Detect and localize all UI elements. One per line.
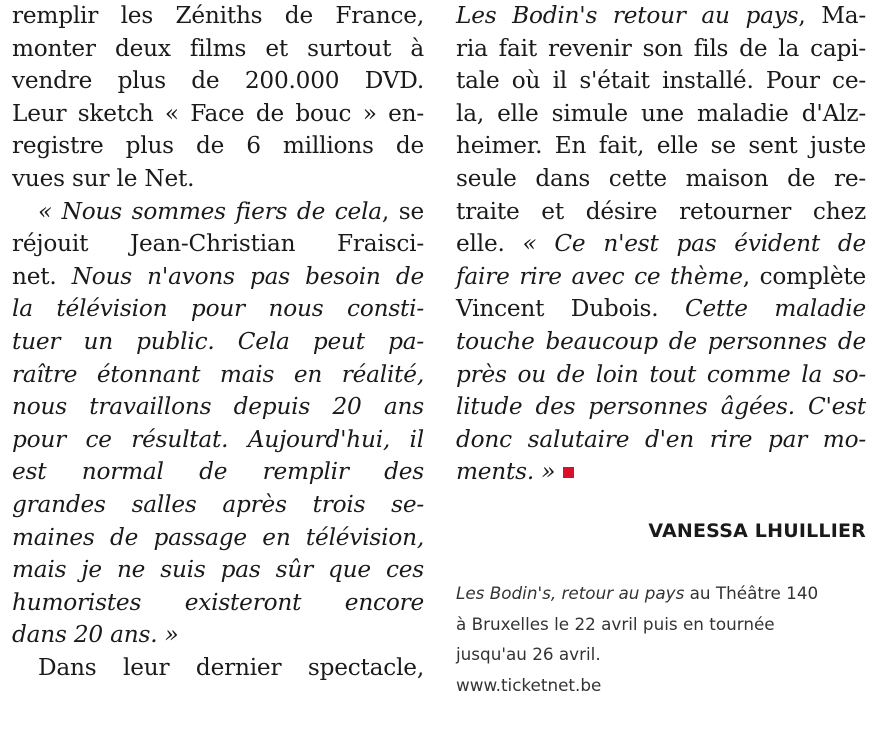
text-line (12, 652, 424, 685)
italic-text: est normal de remplir des (12, 458, 424, 486)
text-line (456, 196, 866, 229)
text-run: vendre plus de 200.000 DVD. (12, 67, 424, 95)
text-run: à Bruxelles le 22 avril puis en tournée (456, 613, 775, 634)
text-line (456, 424, 866, 457)
italic-text: donc salutaire d'en rire par mo- (456, 425, 866, 453)
italic-text: « Nous sommes fiers de cela (38, 197, 382, 225)
text-run: remplir les Zéniths de France, (12, 2, 424, 29)
author-byline: VANESSA LHUILLIER (648, 520, 866, 542)
text-line (456, 130, 866, 163)
text-line (456, 33, 866, 66)
text-line (12, 326, 424, 359)
italic-text: maines de passage en télévision, (12, 523, 424, 551)
italic-text: Cette maladie (684, 295, 866, 323)
text-run: net. (12, 262, 72, 290)
text-run: tale où il s'était installé. Pour ce- (456, 67, 866, 95)
event-info (456, 578, 876, 700)
article-column-right (456, 0, 866, 489)
italic-text: Les Bodin's retour au pays (456, 2, 799, 29)
italic-text: la télévision pour nous consti- (12, 295, 424, 323)
text-line (12, 33, 424, 66)
italic-text: nous travaillons depuis 20 ans (12, 393, 424, 421)
italic-text: près ou de loin tout comme la so- (456, 360, 866, 388)
text-run: réjouit Jean-Christian Fraisci- (12, 230, 424, 258)
text-line (12, 489, 424, 522)
text-run: monter deux films et surtout à (12, 34, 424, 62)
text-line (12, 65, 424, 98)
text-run: , complète (742, 262, 866, 290)
text-line (456, 163, 866, 196)
text-run: ria fait revenir son fils de la capi- (456, 34, 866, 62)
text-run: traite et désire retourner chez (456, 197, 866, 225)
italic-text: pour ce résultat. Aujourd'hui, il (12, 425, 424, 453)
text-line (12, 228, 424, 261)
text-line (456, 65, 866, 98)
text-run: seule dans cette maison de re- (456, 164, 866, 192)
text-line (12, 587, 424, 620)
italic-text: raître étonnant mais en réalité, (12, 360, 424, 388)
text-line (12, 456, 424, 489)
text-line (456, 359, 866, 392)
text-run: jusqu'au 26 avril. (456, 644, 601, 664)
text-line (456, 578, 876, 609)
text-line (456, 391, 866, 424)
italic-text: grandes salles après trois se- (12, 490, 424, 518)
text-run: heimer. En fait, elle se sent juste (456, 132, 866, 160)
text-run: elle. (456, 230, 523, 258)
text-line (12, 261, 424, 294)
text-line (12, 196, 424, 229)
text-run: la, elle simule une maladie d'Alz- (456, 99, 866, 127)
text-line (456, 293, 866, 326)
text-line (456, 639, 876, 670)
text-run: , Ma- (798, 2, 866, 29)
text-line (12, 130, 424, 163)
text-line (12, 619, 424, 652)
text-line (12, 522, 424, 555)
text-run: vues sur le Net. (12, 164, 195, 192)
text-line (12, 163, 424, 196)
text-line (456, 670, 876, 701)
italic-text: Les Bodin's, retour au pays (456, 583, 685, 603)
text-line (456, 456, 866, 489)
italic-text: mais je ne suis pas sûr que ces (12, 556, 424, 584)
text-run: , se (381, 197, 424, 225)
text-line (12, 359, 424, 392)
text-line (12, 391, 424, 424)
text-run: registre plus de 6 millions de (12, 132, 424, 160)
end-of-article-square-icon (563, 467, 574, 478)
text-line (456, 326, 866, 359)
italic-text: ments. » (456, 458, 556, 486)
text-line (12, 424, 424, 457)
article-column-left (12, 0, 424, 684)
italic-text: touche beaucoup de personnes de (456, 327, 866, 355)
text-line (456, 228, 866, 261)
text-line (456, 261, 866, 294)
text-line (456, 0, 866, 33)
text-run: Dans leur dernier spectacle, (38, 653, 424, 681)
text-run: au Théâtre 140 (684, 583, 819, 603)
italic-text: « Ce n'est pas évident de (522, 230, 866, 258)
italic-text: faire rire avec ce thème (456, 262, 743, 290)
text-line (12, 293, 424, 326)
text-line (12, 98, 424, 131)
text-run: Leur sketch « Face de bouc » en- (12, 99, 424, 127)
text-run: Vincent Dubois. (456, 295, 685, 323)
italic-text: Nous n'avons pas besoin de (71, 262, 425, 290)
text-run: www.ticketnet.be (456, 674, 602, 695)
text-line (456, 98, 866, 131)
italic-text: litude des personnes âgées. C'est (456, 393, 866, 421)
text-line (456, 609, 876, 640)
italic-text: tuer un public. Cela peut pa- (12, 327, 424, 355)
italic-text: humoristes existeront encore (12, 588, 424, 616)
text-line (12, 554, 424, 587)
italic-text: dans 20 ans. » (12, 621, 179, 649)
text-line (12, 0, 424, 33)
